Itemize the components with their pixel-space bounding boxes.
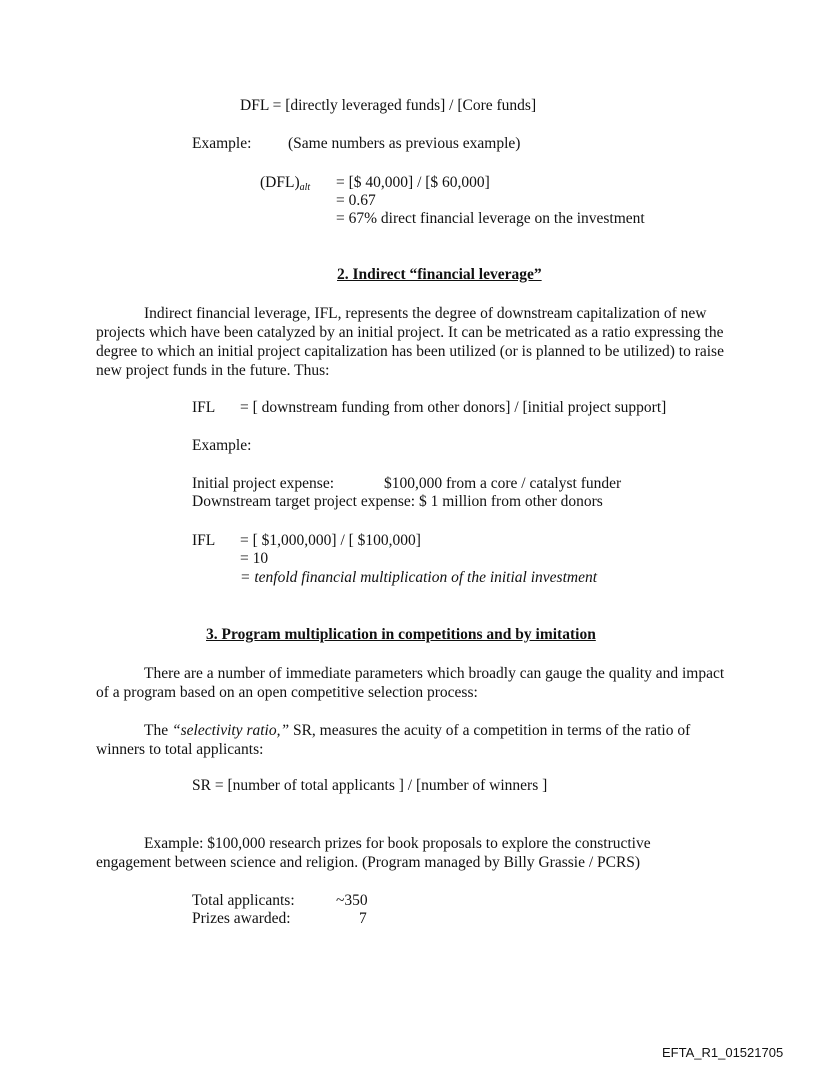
example1-note: (Same numbers as previous example)	[288, 135, 521, 152]
section2-paragraph	[96, 304, 726, 380]
section3-paragraph-1-text: There are a number of immediate parameters which broadly can gauge the quality and impact of a program based on an open competitive selection process:	[96, 665, 725, 701]
example1-line-1: = [$ 40,000] / [$ 60,000]	[336, 174, 490, 191]
section3-heading: 3. Program multiplication in competitions and by imitation	[206, 626, 596, 643]
document-id-footer: EFTA_R1_01521705	[662, 1045, 784, 1060]
section2-heading: 2. Indirect “financial leverage”	[337, 266, 542, 283]
ifl-calc-line-1: = [ $1,000,000] / [ $100,000]	[240, 532, 421, 549]
dfl-alt-variable	[260, 174, 310, 197]
initial-expense-value: $100,000 from a core / catalyst funder	[384, 475, 622, 492]
ifl-calc-line-2: = 10	[240, 550, 269, 567]
initial-expense-label: Initial project expense:	[192, 475, 335, 492]
downstream-expense: Downstream target project expense: $ 1 million from other donors	[192, 493, 603, 510]
example3-paragraph	[96, 834, 726, 872]
dfl-formula: DFL = [directly leveraged funds] / [Core funds]	[240, 97, 537, 114]
section3-paragraph-2	[96, 721, 726, 759]
example3-paragraph-text: Example: $100,000 research prizes for book proposals to explore the constructive engagement between science and religion. (Program managed by Billy Grassie / PCRS)	[96, 835, 651, 871]
ifl-label: IFL	[192, 399, 216, 416]
example1-line-2: = 0.67	[336, 192, 376, 209]
total-applicants-label: Total applicants:	[192, 892, 295, 909]
prizes-awarded-label: Prizes awarded:	[192, 910, 291, 927]
example1-label: Example:	[192, 135, 252, 152]
dfl-alt-subscript: alt	[299, 182, 311, 193]
selectivity-ratio-term: “selectivity ratio,”	[171, 722, 290, 739]
ifl-formula: = [ downstream funding from other donors] / [initial project support]	[240, 399, 667, 416]
dfl-alt-symbol: (DFL)	[260, 174, 300, 191]
paragraph-2-rest: SR, measures the acuity of a competition in terms of the ratio of winners to total applicants:	[96, 722, 691, 758]
prizes-awarded-value: 7	[359, 910, 367, 927]
example2-label: Example:	[192, 437, 252, 454]
total-applicants-value: ~350	[336, 892, 368, 909]
paragraph-2-the: The	[144, 722, 172, 739]
sr-formula: SR = [number of total applicants ] / [number of winners ]	[192, 777, 548, 794]
example1-line-3: = 67% direct financial leverage on the investment	[336, 210, 645, 227]
section2-paragraph-text: Indirect financial leverage, IFL, represents the degree of downstream capitalization of new projects which have been catalyzed by an initial project. It can be metricated as a ratio expressing the degree to which an initial project capitalization has been utilized (or is planned to be utilized) to raise new project funds in the future. Thus:	[96, 305, 724, 379]
section3-paragraph-1	[96, 664, 726, 702]
ifl-calc-label: IFL	[192, 532, 216, 549]
ifl-calc-line-3: = tenfold financial multiplication of the initial investment	[240, 569, 598, 586]
